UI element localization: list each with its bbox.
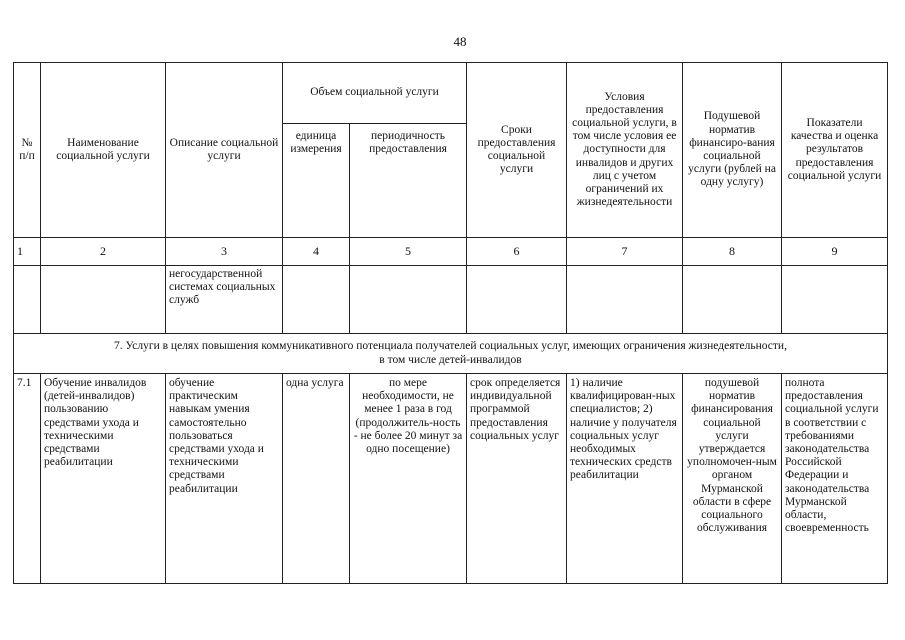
section-heading-line2: в том числе детей-инвалидов xyxy=(379,353,522,366)
service-description: обучение практическим навыкам умения самостоятельно пользоваться средствами ухода и техническими средствами реабилитации xyxy=(166,374,283,584)
header-volume-group: Объем социальной услуги xyxy=(283,63,467,124)
section-heading-line1: 7. Услуги в целях повышения коммуникативного потенциала получателей социальных услуг, имеющих ограничения жизнедеятельности, xyxy=(114,340,787,353)
column-number: 4 xyxy=(283,238,350,266)
cell-empty xyxy=(467,266,567,334)
table-row xyxy=(14,374,888,584)
header-indicators: Показатели качества и оценка результатов предоставления социальной услуги xyxy=(782,63,888,238)
service-conditions: 1) наличие квалифицирован-ных специалистов; 2) наличие у получателя социальных услуг необходимых технических средств реабилитации xyxy=(567,374,683,584)
page-number: 48 xyxy=(453,34,467,49)
section-row xyxy=(14,334,888,374)
column-number: 5 xyxy=(350,238,467,266)
header-description: Описание социальной услуги xyxy=(166,63,283,238)
header-terms: Сроки предоставления социальной услуги xyxy=(467,63,567,238)
header-norm: Подушевой норматив финансиро-вания социальной услуги (рублей на одну услугу) xyxy=(683,63,782,238)
column-number: 2 xyxy=(41,238,166,266)
header-unit: единица измерения xyxy=(283,124,350,238)
service-name: Обучение инвалидов (детей-инвалидов) пользованию средствами ухода и техническими средствами реабилитации xyxy=(41,374,166,584)
column-number: 8 xyxy=(683,238,782,266)
column-number: 1 xyxy=(14,238,41,266)
service-norm: подушевой норматив финансирования социальной услуги утверждается уполномочен-ным органом Мурманской области в сфере социального обслуживания xyxy=(683,374,782,584)
header-num: № п/п xyxy=(14,63,41,238)
cell-empty xyxy=(782,266,888,334)
cell-empty xyxy=(283,266,350,334)
cell-empty xyxy=(41,266,166,334)
section-heading xyxy=(14,334,888,374)
column-number: 7 xyxy=(567,238,683,266)
continuation-row xyxy=(14,266,888,334)
column-number: 3 xyxy=(166,238,283,266)
column-number-row xyxy=(14,238,888,266)
header-conditions: Условия предоставления социальной услуги, в том числе условия ее доступности для инвалидов и других лиц с учетом ограничений их жизнедеятельности xyxy=(567,63,683,238)
header-frequency: периодичность предоставления xyxy=(350,124,467,238)
row-number: 7.1 xyxy=(14,374,41,584)
social-services-table xyxy=(13,62,888,584)
service-frequency: по мере необходимости, не менее 1 раза в год (продолжитель-ность - не более 20 минут за одно посещение) xyxy=(350,374,467,584)
cell-empty xyxy=(683,266,782,334)
service-indicators: полнота предоставления социальной услуги в соответствии с требованиями законодательства Российской Федерации и законодательства Мурманской области, своевременность xyxy=(782,374,888,584)
cell-empty xyxy=(14,266,41,334)
header-service-name: Наименование социальной услуги xyxy=(41,63,166,238)
column-number: 6 xyxy=(467,238,567,266)
cell-description-continuation: негосударственной системах социальных служб xyxy=(166,266,283,334)
cell-empty xyxy=(350,266,467,334)
header-row-top xyxy=(14,63,888,124)
service-terms: срок определяется индивидуальной программой предоставления социальных услуг xyxy=(467,374,567,584)
column-number: 9 xyxy=(782,238,888,266)
cell-empty xyxy=(567,266,683,334)
service-unit: одна услуга xyxy=(283,374,350,584)
